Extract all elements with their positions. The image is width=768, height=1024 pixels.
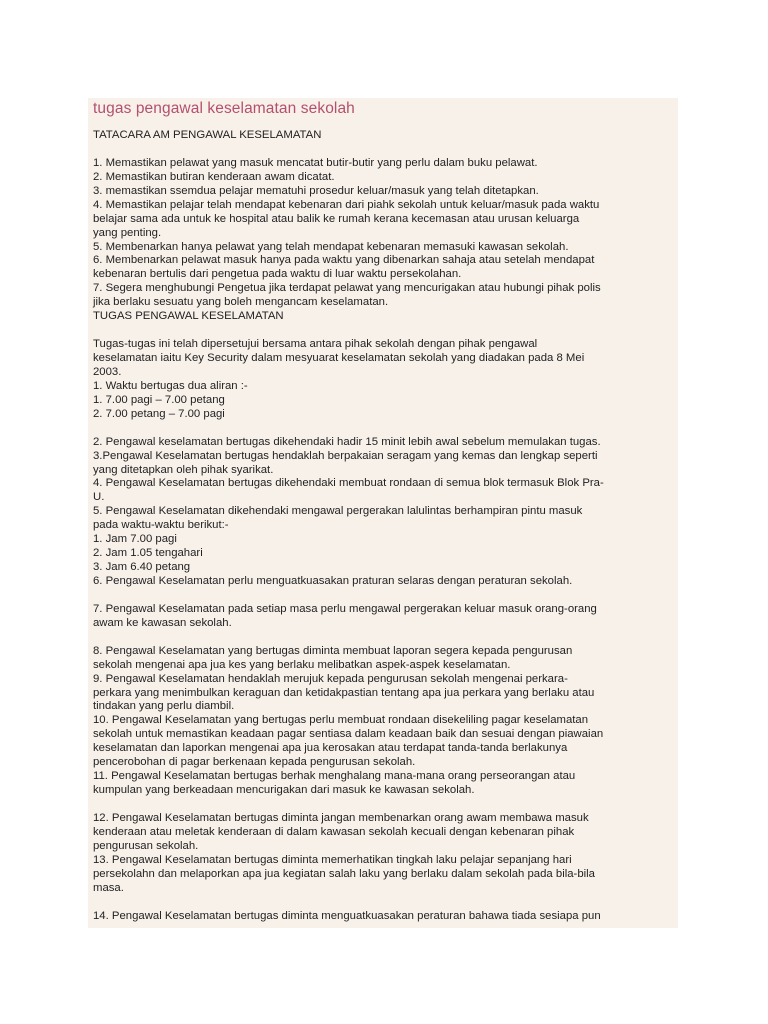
text-line: 3. Jam 6.40 petang [93,561,191,574]
text-line: 6. Pengawal Keselamatan perlu menguatkuasakan praturan selaras dengan peraturan sekolah. [93,575,573,587]
text-line: 3. memastikan ssemdua pelajar mematuhi prosedur keluar/masuk yang telah ditetapkan. [93,184,539,197]
text-line: sekolah mengenai apa jua kes yang berlaku melibatkan aspek-aspek keselamatan. [93,658,511,671]
text-line: yang ditetapkan oleh pihak syarikat. [93,463,274,476]
text-line: 13. Pengawal Keselamatan bertugas diminta memerhatikan tingkah laku pelajar sepanjang hari [93,853,572,866]
blank-line [93,589,675,603]
document-page [88,98,678,928]
text-line: jika berlaku sesuatu yang boleh mengancam keselamatan. [93,296,389,309]
text-line: masa. [93,881,124,894]
text-line: TUGAS PENGAWAL KESELAMATAN [93,310,284,323]
text-line: pada waktu-waktu berikut:- [93,519,229,532]
text-line: sekolah untuk memastikan keadaan pagar sentiasa dalam keadaan baik dan sesuai dengan piawaian [93,728,604,741]
text-line: 7. Segera menghubungi Pengetua jika terdapat pelawat yang mencurigakan atau hubungi pihak polis [93,282,601,295]
text-line: keselamatan dan laporkan mengenai apa jua kerosakan atau terdapat tanda-tanda berlakunya [93,742,568,755]
text-line: 2. Pengawal keselamatan bertugas dikehendaki hadir 15 minit lebih awal sebelum memulakan tugas. [93,435,601,448]
text-line: kenderaan atau meletak kenderaan di dalam kawasan sekolah kecuali dengan kebenaran pihak [93,825,575,838]
text-line: 2. Jam 1.05 tengahari [93,547,203,560]
text-line: 1. 7.00 pagi – 7.00 petang [93,393,225,406]
blank-line [93,798,675,812]
text-line: kumpulan yang berkeadaan mencurigakan dari masuk ke kawasan sekolah. [93,784,475,797]
text-line: 2. 7.00 petang – 7.00 pagi [93,407,225,420]
text-line: 1. Memastikan pelawat yang masuk mencatat butir-butir yang perlu dalam buku pelawat. [93,156,538,169]
document-title: tugas pengawal keselamatan sekolah [93,100,355,117]
text-line: belajar sama ada untuk ke hospital atau balik ke rumah kerana kecemasan atau urusan keluarga [93,212,580,225]
text-line: 4. Memastikan pelajar telah mendapat kebenaran dari piahk sekolah untuk keluar/masuk pada waktu [93,198,600,211]
text-line: 2. Memastikan butiran kenderaan awam dicatat. [93,170,335,183]
blank-line [93,422,675,436]
text-line: 1. Jam 7.00 pagi [93,533,177,546]
text-line: 5. Membenarkan hanya pelawat yang telah mendapat kebenaran memasuki kawasan sekolah. [93,240,569,253]
text-line: perkara yang menimbulkan keraguan dan ketidakpastian tentang apa jua perkara yang berlaku atau [93,686,595,699]
text-line: TATACARA AM PENGAWAL KESELAMATAN [93,129,322,141]
text-line: kebenaran bertulis dari pengetua pada waktu di luar waktu persekolahan. [93,268,462,281]
text-line: persekolahn dan melaporkan apa jua kegiatan salah laku yang berlaku dalam sekolah pada bila-bila [93,867,595,880]
text-line: pencerobohan di pagar berkenaan kepada pengurusan sekolah. [93,756,416,769]
text-line: 4. Pengawal Keselamatan bertugas dikehendaki membuat rondaan di semua blok termasuk Blok Pra- [93,477,604,490]
blank-line [93,896,675,910]
text-line: awam ke kawasan sekolah. [93,616,232,629]
text-line: Tugas-tugas ini telah dipersetujui bersama antara pihak sekolah dengan pihak pengawal [93,338,538,351]
blank-line [93,324,675,338]
text-line: 1. Waktu bertugas dua aliran :- [93,379,248,392]
text-line: keselamatan iaitu Key Security dalam mesyuarat keselamatan sekolah yang diadakan pada 8 Mei [93,352,585,364]
text-line: 6. Membenarkan pelawat masuk hanya pada waktu yang dibenarkan sahaja atau setelah mendapat [93,254,595,267]
text-line: 3.Pengawal Keselamatan bertugas hendaklah berpakaian seragam yang kemas dan lengkap seperti [93,449,598,462]
text-line: 11. Pengawal Keselamatan bertugas berhak menghalang mana-mana orang perseorangan atau [93,770,576,783]
text-line: tindakan yang perlu diambil. [93,700,235,713]
text-line: 8. Pengawal Keselamatan yang bertugas diminta membuat laporan segera kepada pengurusan [93,644,573,657]
text-line: yang penting. [93,226,162,239]
text-line: 10. Pengawal Keselamatan yang bertugas perlu membuat rondaan disekeliling pagar keselamatan [93,714,589,727]
text-line: 7. Pengawal Keselamatan pada setiap masa perlu mengawal pergerakan keluar masuk orang-orang [93,602,597,615]
text-line: 9. Pengawal Keselamatan hendaklah merujuk kepada pengurusan sekolah mengenai perkara- [93,672,568,685]
text-line: pengurusan sekolah. [93,839,199,852]
text-line: 12. Pengawal Keselamatan bertugas diminta jangan membenarkan orang awam membawa masuk [93,811,589,824]
text-line: 14. Pengawal Keselamatan bertugas diminta menguatkuasakan peraturan bahawa tiada sesiapa pun [93,909,601,922]
blank-line [93,143,675,157]
text-line: U. [93,491,105,504]
text-line: 2003. [93,365,122,378]
text-line: 5. Pengawal Keselamatan dikehendaki mengawal pergerakan lalulintas berhampiran pintu masuk [93,505,583,518]
document-body [93,129,675,923]
blank-line [93,631,675,645]
